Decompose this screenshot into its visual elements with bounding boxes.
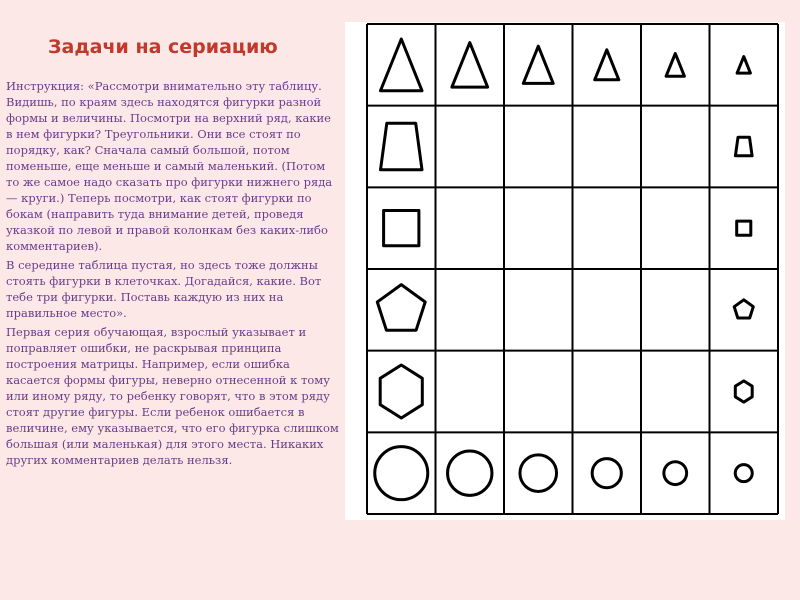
hexagon-icon (380, 365, 422, 418)
circle-icon (664, 462, 687, 485)
pentagon-icon (377, 285, 425, 331)
seriation-matrix (345, 22, 785, 520)
triangle-icon (595, 50, 619, 80)
instruction-paragraph: В середине таблица пустая, но здесь тоже должны стоять фигурки в клеточках. Догадайся, какие. Вот тебе три фигурки. Поставь каждую из них на правильное место». (6, 258, 322, 320)
trapezoid-icon (381, 123, 423, 170)
square-icon (737, 221, 751, 235)
pentagon-icon (734, 300, 753, 318)
triangle-icon (452, 43, 488, 88)
circle-icon (448, 451, 492, 495)
seriation-matrix-panel (345, 22, 785, 520)
triangle-icon (523, 46, 553, 83)
square-icon (384, 211, 419, 246)
instruction-paragraph: Первая серия обучающая, взрослый указывает и поправляет ошибки, не раскрывая принципа построения матрицы. Например, если ошибка касается формы фигуры, неверно отнесенной к тому или иному ряду, то ребенку говорят, что в этом ряду стоят другие фигуры. Если ребенок ошибается в величине, ему указывается, что его фигурка слишком большая (или маленькая) для этого места. Никаких других комментариев делать нельзя. (6, 325, 339, 467)
circle-icon (520, 455, 557, 492)
instruction-text (6, 78, 340, 471)
triangle-icon (737, 57, 750, 74)
trapezoid-icon (735, 137, 752, 156)
hexagon-icon (735, 381, 752, 402)
instruction-paragraph: Инструкция: «Рассмотри внимательно эту таблицу. Видишь, по краям здесь находятся фигурки разной формы и величины. Посмотри на верхний ряд, какие в нем фигурки? Треугольники. Они все стоят по порядку, как? Сначала самый большой, потом поменьше, еще меньше и самый маленький. (Потом то же самое надо сказать про фигурки нижнего ряда — круги.) Теперь посмотри, как стоят фигурки по бокам (направить туда внимание детей, проведя указкой по левой и правой колонкам без каких-либо комментариев). (6, 79, 333, 253)
circle-icon (592, 459, 621, 488)
slide-title: Задачи на сериацию (48, 36, 278, 58)
circle-icon (735, 465, 752, 482)
triangle-icon (666, 54, 684, 77)
circle-icon (375, 447, 428, 500)
triangle-icon (381, 39, 423, 91)
